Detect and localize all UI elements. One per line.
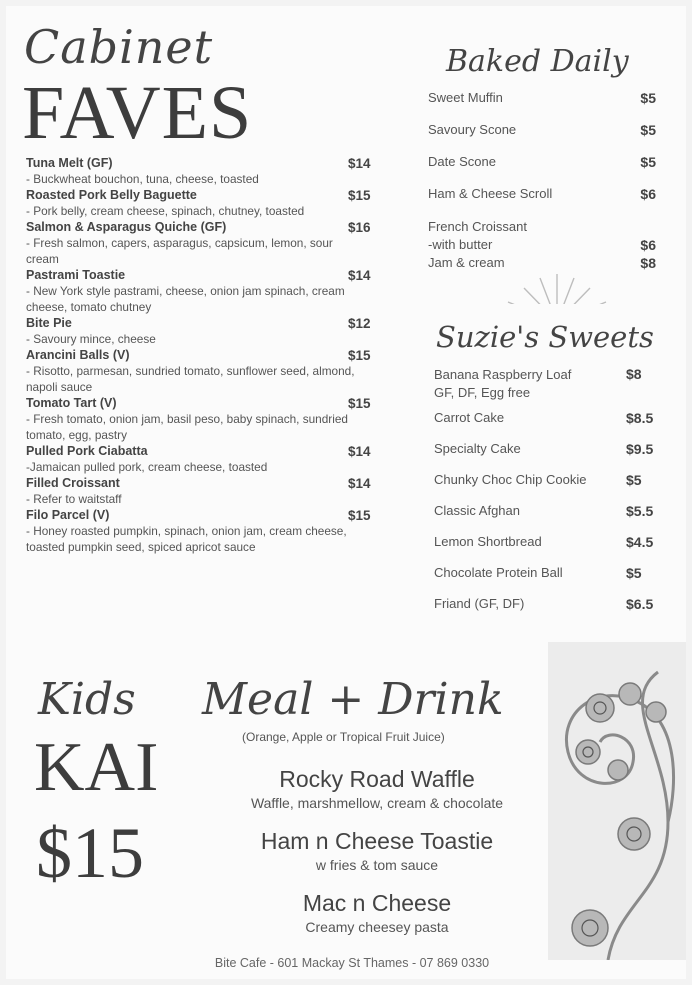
item-desc: - Honey roasted pumpkin, spinach, onion jam, cream cheese, toasted pumpkin seed, spiced apricot sauce [26, 524, 347, 554]
item-sub: GF, DF, Egg free [434, 385, 531, 400]
item-option: Jam & cream [428, 255, 505, 270]
item-price: $5 [626, 565, 642, 581]
list-item [434, 596, 660, 627]
item-name: French Croissant [428, 219, 527, 234]
list-item [26, 476, 398, 507]
list-item [428, 122, 656, 154]
item-name: Tomato Tart (V) [26, 396, 117, 410]
item-name: Chunky Choc Chip Cookie [434, 472, 587, 487]
item-price: $8 [626, 366, 642, 382]
item-price: $8.5 [626, 410, 654, 426]
list-item [26, 316, 398, 347]
item-desc: - Savoury mince, cheese [26, 332, 156, 346]
baked-list [428, 90, 656, 272]
item-price: $15 [348, 188, 371, 203]
item-desc: - Fresh tomato, onion jam, basil peso, baby spinach, sundried tomato, egg, pastry [26, 412, 348, 442]
list-item [434, 410, 660, 441]
item-name: Filled Croissant [26, 476, 120, 490]
item-name: Carrot Cake [434, 410, 505, 425]
list-item [434, 534, 660, 565]
item-price: $16 [348, 220, 371, 235]
item-price: $12 [348, 316, 371, 331]
list-item [26, 156, 398, 187]
item-price: $5.5 [626, 503, 654, 519]
kids-item-name: Rocky Road Waffle [279, 766, 475, 792]
list-item [26, 268, 398, 315]
list-item [428, 90, 656, 122]
menu-sheet [6, 6, 686, 979]
item-option: -with butter [428, 237, 493, 252]
item-price: $14 [348, 476, 371, 491]
list-item [26, 396, 398, 443]
list-item [26, 348, 398, 395]
list-item [434, 503, 660, 534]
list-item [26, 188, 398, 219]
item-name: Specialty Cake [434, 441, 521, 456]
item-price: $4.5 [626, 534, 654, 550]
item-desc: - Refer to waitstaff [26, 492, 122, 506]
item-price: $14 [348, 444, 371, 459]
cabinet-script-title: Cabinet [24, 20, 214, 74]
item-name: Classic Afghan [434, 503, 520, 518]
item-price: $14 [348, 156, 371, 171]
koru-fern-image [548, 642, 686, 960]
list-item [434, 472, 660, 503]
sweets-list [434, 366, 660, 627]
item-desc: - New York style pastrami, cheese, onion jam spinach, cream cheese, tomato chutney [26, 284, 345, 314]
item-name: Pastrami Toastie [26, 268, 126, 282]
kids-item-desc: w fries & tom sauce [315, 857, 439, 873]
item-price: $5 [640, 154, 656, 170]
item-desc: - Pork belly, cream cheese, spinach, chutney, toasted [26, 204, 305, 218]
kids-item-desc: Waffle, marshmellow, cream & chocolate [250, 795, 504, 811]
item-name: Bite Pie [26, 316, 72, 330]
item-desc: - Fresh salmon, capers, asparagus, capsicum, lemon, sour cream [26, 236, 333, 266]
item-desc: -Jamaican pulled pork, cream cheese, toasted [26, 460, 268, 474]
list-item [212, 766, 542, 811]
item-price: $6 [640, 186, 656, 202]
meal-drink-subtitle: (Orange, Apple or Tropical Fruit Juice) [242, 730, 445, 744]
kids-price: $15 [36, 813, 144, 893]
item-price: $9.5 [626, 441, 654, 457]
item-name: Date Scone [428, 154, 496, 169]
item-price: $15 [348, 396, 371, 411]
cabinet-list [26, 156, 398, 556]
item-name: Pulled Pork Ciabatta [26, 444, 148, 458]
item-price: $5 [640, 122, 656, 138]
list-item [26, 220, 398, 267]
sunburst-decoration [492, 268, 622, 324]
suzies-sweets-title: Suzie's Sweets [436, 320, 654, 354]
item-price: $5 [626, 472, 642, 488]
list-item [434, 441, 660, 472]
item-desc: - Risotto, parmesan, sundried tomato, sunflower seed, almond, napoli sauce [26, 364, 355, 394]
kids-script-title: Kids [38, 674, 136, 725]
item-price: $14 [348, 268, 371, 283]
list-item [212, 828, 542, 873]
item-name: Friand (GF, DF) [434, 596, 525, 611]
list-item [434, 366, 660, 410]
baked-daily-title: Baked Daily [446, 44, 629, 79]
item-name: Arancini Balls (V) [26, 348, 130, 362]
item-name: Salmon & Asparagus Quiche (GF) [26, 220, 227, 234]
item-name: Ham & Cheese Scroll [428, 186, 553, 201]
list-item [428, 186, 656, 218]
item-desc: - Buckwheat bouchon, tuna, cheese, toasted [26, 172, 259, 186]
item-price: $6.5 [626, 596, 654, 612]
kids-item-name: Ham n Cheese Toastie [260, 828, 494, 854]
kids-item-name: Mac n Cheese [302, 890, 452, 916]
item-price: $6 [640, 237, 656, 253]
list-item [212, 890, 542, 935]
item-name: Savoury Scone [428, 122, 517, 137]
meal-drink-title: Meal + Drink [202, 674, 504, 725]
item-name: Banana Raspberry Loaf [434, 367, 572, 382]
item-name: Lemon Shortbread [434, 534, 542, 549]
list-item [26, 508, 398, 555]
item-price: $5 [640, 90, 656, 106]
item-name: Filo Parcel (V) [26, 508, 110, 522]
faves-title: FAVES [22, 71, 253, 155]
list-item-croissant [428, 218, 656, 272]
item-name: Sweet Muffin [428, 90, 503, 105]
list-item [434, 565, 660, 596]
list-item [26, 444, 398, 475]
item-price: $15 [348, 508, 371, 523]
item-price: $15 [348, 348, 371, 363]
item-name: Chocolate Protein Ball [434, 565, 563, 580]
footer-address: Bite Cafe - 601 Mackay St Thames - 07 869 0330 [214, 956, 490, 970]
kids-item-desc: Creamy cheesey pasta [305, 919, 449, 935]
item-name: Roasted Pork Belly Baguette [26, 188, 197, 202]
item-name: Tuna Melt (GF) [26, 156, 113, 170]
item-price: $8 [640, 255, 656, 271]
list-item [428, 154, 656, 186]
kai-title: KAI [34, 729, 159, 806]
